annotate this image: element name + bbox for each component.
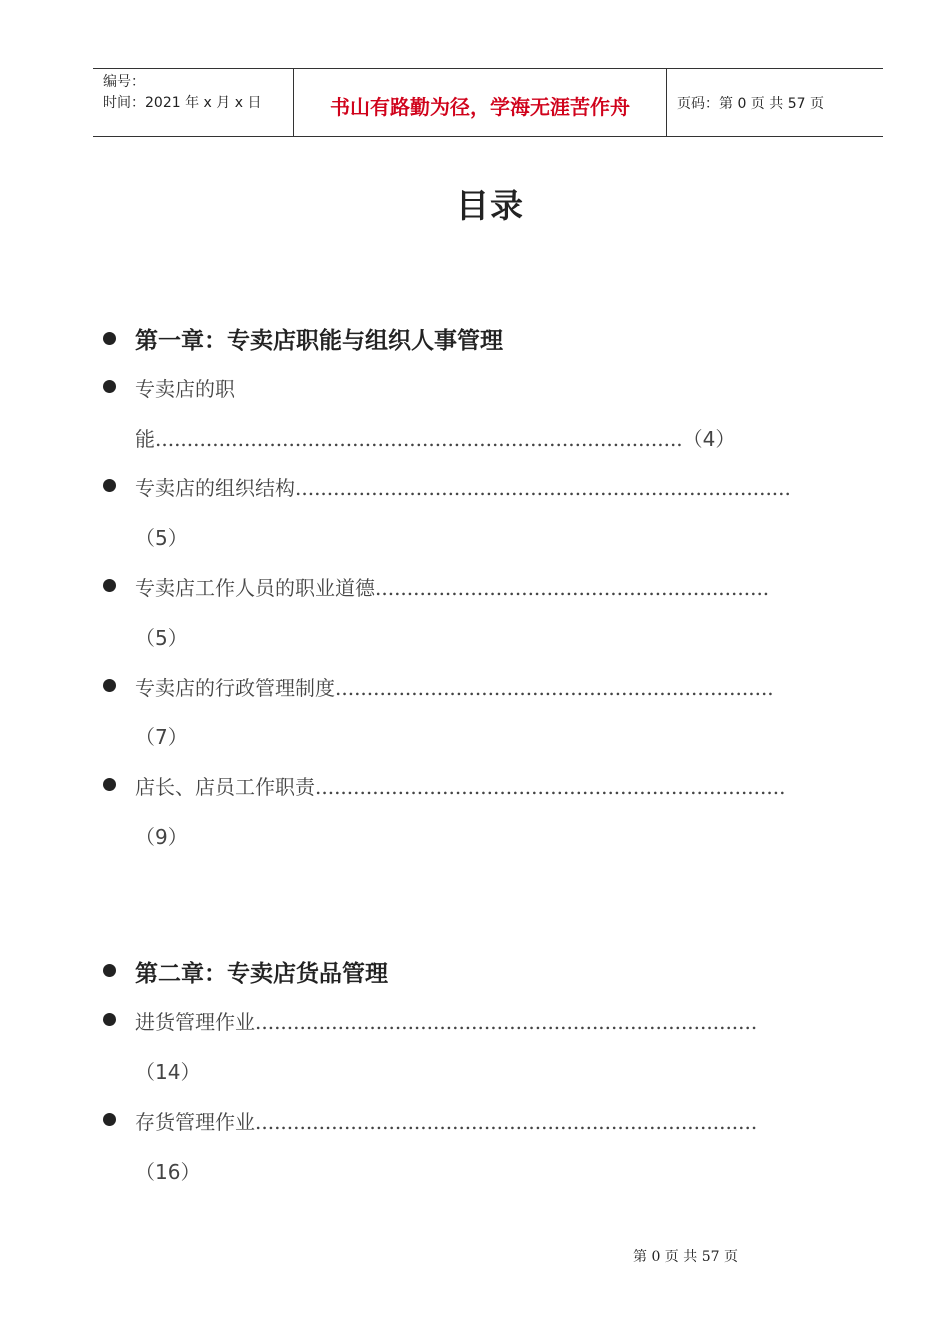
document-number-label: 编号：	[103, 74, 145, 90]
toc-entry-5-page: （9）	[135, 825, 188, 849]
bullet-icon	[103, 1013, 116, 1026]
toc-entry-4-page: （7）	[135, 725, 188, 749]
toc-leader-dots: ..............................................................................	[295, 476, 791, 500]
toc-entry-5[interactable]	[135, 771, 785, 800]
toc-entry-7-page: （16）	[135, 1160, 201, 1184]
bullet-icon	[103, 380, 116, 393]
toc-entry-1-page: （4）	[682, 427, 736, 451]
toc-entry-7-text: 存货管理作业	[135, 1110, 255, 1134]
toc-leader-dots: ..............................................................	[375, 576, 770, 600]
toc-leader-dots: ...............................................................................	[255, 1010, 758, 1034]
document-time-label: 时间：2021 年 x 月 x 日	[103, 95, 262, 111]
bullet-icon	[103, 964, 116, 977]
header-page-code: 页码：第 0 页 共 57 页	[677, 96, 824, 112]
toc-entry-2-text: 专卖店的组织结构	[135, 476, 295, 500]
toc-entry-3-text: 专卖店工作人员的职业道德	[135, 576, 375, 600]
page-title: 目录	[456, 186, 524, 225]
bullet-icon	[103, 778, 116, 791]
document-header	[93, 68, 883, 137]
chapter-1-heading: 第一章：专卖店职能与组织人事管理	[135, 328, 503, 354]
toc-entry-1-text: 能	[135, 427, 155, 451]
toc-entry-1-line2[interactable]	[135, 423, 735, 452]
toc-entry-4[interactable]	[135, 672, 774, 701]
toc-leader-dots: ..........................................................................	[315, 775, 786, 799]
toc-leader-dots: ...................................................................................	[155, 427, 683, 451]
toc-entry-1-line1[interactable]: 专卖店的职	[135, 377, 235, 401]
header-meta-cell	[93, 69, 294, 136]
toc-entry-6-text: 进货管理作业	[135, 1010, 255, 1034]
page-footer: 第 0 页 共 57 页	[633, 1249, 738, 1265]
header-motto: 书山有路勤为径，学海无涯苦作舟	[330, 95, 630, 119]
header-motto-cell	[294, 69, 667, 136]
toc-entry-6-page: （14）	[135, 1060, 201, 1084]
bullet-icon	[103, 1113, 116, 1126]
toc-entry-5-text: 店长、店员工作职责	[135, 775, 315, 799]
toc-entry-3[interactable]	[135, 572, 769, 601]
toc-entry-3-page: （5）	[135, 626, 188, 650]
bullet-icon	[103, 332, 116, 345]
toc-leader-dots: .....................................................................	[335, 676, 774, 700]
header-page-cell	[667, 69, 883, 136]
toc-entry-7[interactable]	[135, 1106, 757, 1135]
bullet-icon	[103, 679, 116, 692]
toc-entry-6[interactable]	[135, 1006, 757, 1035]
bullet-icon	[103, 579, 116, 592]
bullet-icon	[103, 479, 116, 492]
toc-entry-2-page: （5）	[135, 526, 188, 550]
toc-leader-dots: ...............................................................................	[255, 1110, 758, 1134]
toc-entry-2[interactable]	[135, 472, 791, 501]
toc-entry-4-text: 专卖店的行政管理制度	[135, 676, 335, 700]
chapter-2-heading: 第二章：专卖店货品管理	[135, 961, 388, 987]
